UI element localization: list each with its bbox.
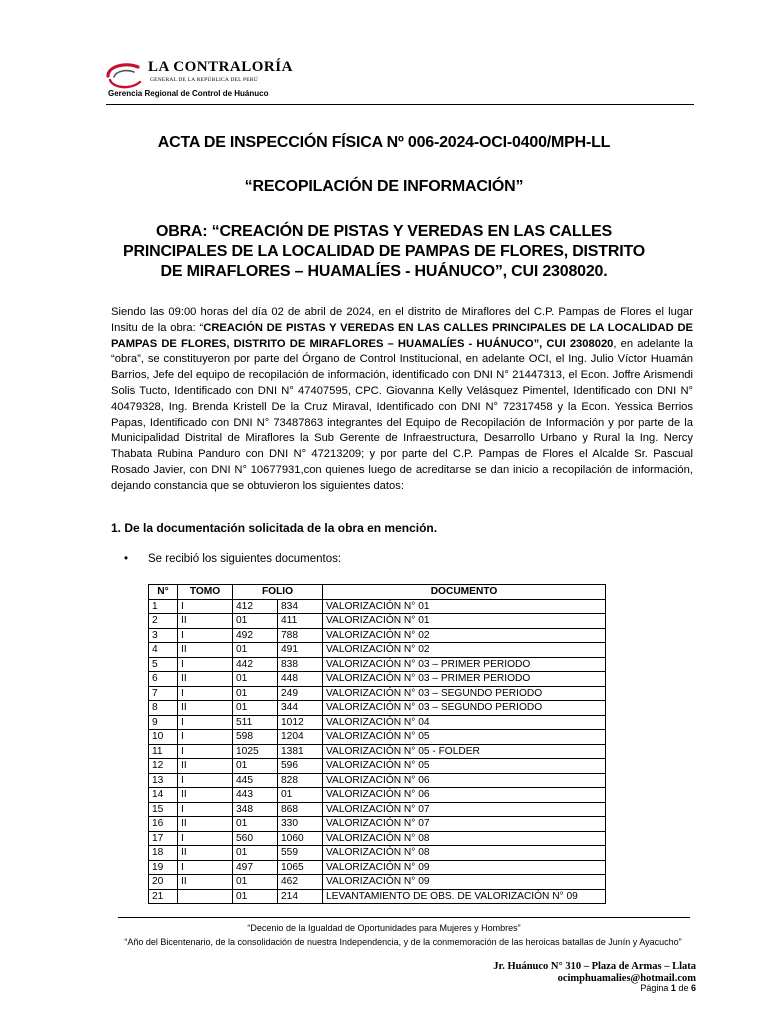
table-row: [149, 788, 606, 803]
table-row: [149, 759, 606, 774]
row-documento: VALORIZACIÓN N° 04: [323, 715, 606, 730]
table-row: [149, 831, 606, 846]
row-number: 21: [149, 889, 178, 904]
row-number: 12: [149, 759, 178, 774]
row-number: 8: [149, 701, 178, 716]
table-row: [149, 744, 606, 759]
row-folio-start: 01: [233, 889, 278, 904]
row-documento: VALORIZACIÓN N° 03 – PRIMER PERIODO: [323, 672, 606, 687]
row-tomo: I: [178, 802, 233, 817]
row-folio-start: 01: [233, 614, 278, 629]
table-row: [149, 860, 606, 875]
row-tomo: [178, 889, 233, 904]
row-tomo: II: [178, 701, 233, 716]
row-documento: VALORIZACIÓN N° 05: [323, 730, 606, 745]
documents-table: [148, 584, 606, 904]
row-folio-start: 01: [233, 817, 278, 832]
row-folio-start: 01: [233, 875, 278, 890]
row-documento: VALORIZACIÓN N° 06: [323, 773, 606, 788]
row-folio-end: 838: [278, 657, 323, 672]
row-folio-start: 348: [233, 802, 278, 817]
table-row: [149, 773, 606, 788]
row-tomo: I: [178, 657, 233, 672]
row-tomo: II: [178, 817, 233, 832]
obra-title: [0, 222, 768, 282]
section-heading: 1. De la documentación solicitada de la obra en mención.: [111, 521, 438, 535]
row-number: 6: [149, 672, 178, 687]
row-folio-end: 01: [278, 788, 323, 803]
table-row: [149, 889, 606, 904]
row-tomo: I: [178, 744, 233, 759]
intro-text-end: , en adelante la “obra”, se constituyeron por parte del Órgano de Control Institucional, en adelante OCI, el Ing. Julio Víctor Huamán Barrios, Jefe del equipo de recopilación de información, identificado con DNI N° 21447313, el Econ. Joffre Arismendi Solis Tucto, Identificado con DNI N° 47407595, CPC. Giovanna Kelly Velásquez Pimentel, Identificado con DNI N° 40479328, Ing. Brenda Kristell De la Cruz Miraval, Identificado con DNI N° 72317458 y la Econ. Yessica Berrios Papas, Identificado con DNI N° 73487863 integrantes del Equipo de Recopilación de Información y por parte de la Municipalidad Distrital de Miraflores la Sub Gerente de Infraestructura, Desarrollo Urbano y Rural la Ing. Nercy Thabata Rubina Panduro con DNI N° 47213209; y por parte del C.P. Pampas de Flores el Alcalde Sr. Pascual Rosado Javier, con DNI N° 10677931,con quienes luego de acreditarse se dan inicio a recopilación de información, dejando constancia que se obtuvieron los siguientes datos:: [111, 337, 693, 492]
row-number: 14: [149, 788, 178, 803]
row-folio-end: 1065: [278, 860, 323, 875]
document-title: ACTA DE INSPECCIÓN FÍSICA Nº 006-2024-OCI-0400/MPH-LL: [157, 134, 611, 151]
row-folio-start: 1025: [233, 744, 278, 759]
table-row: [149, 686, 606, 701]
table-row: [149, 628, 606, 643]
row-folio-start: 01: [233, 643, 278, 658]
row-number: 1: [149, 599, 178, 614]
row-number: 5: [149, 657, 178, 672]
row-folio-end: 462: [278, 875, 323, 890]
footer-email: ocimphuamalies@hotmail.com: [557, 973, 696, 984]
intro-text-bold: CREACIÓN DE PISTAS Y VEREDAS EN LAS CALLES PRINCIPALES DE LA LOCALIDAD DE PAMPAS DE FLORES, DISTRITO DE MIRAFLORES – HUAMALÍES - HUÁNUCO”, CUI 2308020: [111, 321, 693, 350]
row-folio-start: 497: [233, 860, 278, 875]
table-body: [149, 599, 606, 904]
row-folio-start: 01: [233, 701, 278, 716]
row-folio-end: 868: [278, 802, 323, 817]
footer-slogan-2: “Año del Bicentenario, de la consolidación de nuestra Independencia, y de la conmemoración de las heroicas batallas de Junín y Ayacucho”: [124, 937, 682, 947]
contraloria-logo: [104, 58, 304, 92]
row-number: 20: [149, 875, 178, 890]
row-number: 18: [149, 846, 178, 861]
document-subtitle: “RECOPILACIÓN DE INFORMACIÓN”: [244, 178, 524, 195]
header-documento: DOCUMENTO: [323, 585, 606, 600]
table-row: [149, 802, 606, 817]
row-number: 16: [149, 817, 178, 832]
row-folio-end: 596: [278, 759, 323, 774]
row-documento: VALORIZACIÓN N° 01: [323, 614, 606, 629]
row-number: 3: [149, 628, 178, 643]
row-tomo: II: [178, 643, 233, 658]
header-folio: FOLIO: [233, 585, 323, 600]
row-folio-end: 330: [278, 817, 323, 832]
row-documento: VALORIZACIÓN N° 01: [323, 599, 606, 614]
table-row: [149, 817, 606, 832]
row-number: 11: [149, 744, 178, 759]
row-documento: VALORIZACIÓN N° 03 – SEGUNDO PERIODO: [323, 701, 606, 716]
row-folio-start: 412: [233, 599, 278, 614]
row-folio-end: 828: [278, 773, 323, 788]
row-documento: VALORIZACIÓN N° 07: [323, 802, 606, 817]
row-tomo: II: [178, 759, 233, 774]
row-documento: VALORIZACIÓN N° 09: [323, 875, 606, 890]
table-row: [149, 846, 606, 861]
footer-divider: [118, 917, 690, 918]
row-tomo: II: [178, 614, 233, 629]
row-folio-end: 1012: [278, 715, 323, 730]
row-folio-start: 511: [233, 715, 278, 730]
department-name: Gerencia Regional de Control de Huánuco: [108, 89, 269, 98]
row-folio-start: 445: [233, 773, 278, 788]
row-folio-start: 01: [233, 759, 278, 774]
row-documento: VALORIZACIÓN N° 09: [323, 860, 606, 875]
table-row: [149, 715, 606, 730]
row-number: 15: [149, 802, 178, 817]
row-documento: VALORIZACIÓN N° 02: [323, 643, 606, 658]
row-documento: VALORIZACIÓN N° 05 - FOLDER: [323, 744, 606, 759]
footer-slogan-1: “Decenio de la Igualdad de Oportunidades para Mujeres y Hombres”: [247, 923, 521, 933]
row-documento: LEVANTAMIENTO DE OBS. DE VALORIZACIÓN N° 09: [323, 889, 606, 904]
row-folio-start: 01: [233, 846, 278, 861]
row-folio-end: 249: [278, 686, 323, 701]
table-row: [149, 614, 606, 629]
row-folio-start: 442: [233, 657, 278, 672]
row-folio-end: 1204: [278, 730, 323, 745]
row-folio-start: 492: [233, 628, 278, 643]
contraloria-emblem-icon: [104, 60, 146, 90]
table-row: [149, 599, 606, 614]
bullet-item: [124, 553, 341, 565]
row-folio-end: 214: [278, 889, 323, 904]
row-folio-start: 598: [233, 730, 278, 745]
row-number: 4: [149, 643, 178, 658]
org-name: LA CONTRALORÍA: [148, 59, 293, 75]
row-folio-start: 01: [233, 672, 278, 687]
header-num: N°: [149, 585, 178, 600]
row-tomo: II: [178, 875, 233, 890]
row-folio-end: 491: [278, 643, 323, 658]
row-documento: VALORIZACIÓN N° 02: [323, 628, 606, 643]
row-documento: VALORIZACIÓN N° 08: [323, 846, 606, 861]
row-number: 13: [149, 773, 178, 788]
intro-paragraph: [111, 305, 693, 495]
table-row: [149, 643, 606, 658]
row-documento: VALORIZACIÓN N° 03 – SEGUNDO PERIODO: [323, 686, 606, 701]
table-row: [149, 672, 606, 687]
row-folio-end: 559: [278, 846, 323, 861]
row-tomo: I: [178, 599, 233, 614]
row-number: 2: [149, 614, 178, 629]
row-tomo: I: [178, 715, 233, 730]
org-subtitle: GENERAL DE LA REPÚBLICA DEL PERÚ: [150, 77, 258, 83]
page-of: de: [678, 983, 689, 993]
row-tomo: I: [178, 831, 233, 846]
header-tomo: TOMO: [178, 585, 233, 600]
page-total: 6: [690, 983, 696, 993]
row-documento: VALORIZACIÓN N° 08: [323, 831, 606, 846]
row-folio-end: 411: [278, 614, 323, 629]
table-row: [149, 875, 606, 890]
bullet-text: Se recibió los siguientes documentos:: [148, 553, 342, 565]
table-row: [149, 657, 606, 672]
row-folio-end: 448: [278, 672, 323, 687]
row-tomo: II: [178, 846, 233, 861]
row-folio-end: 834: [278, 599, 323, 614]
row-number: 19: [149, 860, 178, 875]
intro-text-start: Siendo las 09:00 horas del día 02 de abril de 2024, en el distrito de Miraflores del C.P. Pampas de Flores el lugar Insitu de la obra: “: [111, 306, 693, 334]
row-documento: VALORIZACIÓN N° 03 – PRIMER PERIODO: [323, 657, 606, 672]
row-number: 17: [149, 831, 178, 846]
table-header-row: [149, 585, 606, 600]
page-label: Página: [640, 983, 669, 993]
row-folio-start: 443: [233, 788, 278, 803]
header-divider: [106, 104, 694, 105]
row-number: 9: [149, 715, 178, 730]
row-tomo: I: [178, 730, 233, 745]
row-folio-end: 1060: [278, 831, 323, 846]
row-tomo: II: [178, 672, 233, 687]
row-number: 10: [149, 730, 178, 745]
row-folio-end: 788: [278, 628, 323, 643]
row-documento: VALORIZACIÓN N° 07: [323, 817, 606, 832]
row-tomo: I: [178, 628, 233, 643]
row-documento: VALORIZACIÓN N° 06: [323, 788, 606, 803]
row-tomo: I: [178, 686, 233, 701]
row-number: 7: [149, 686, 178, 701]
page-number: [640, 983, 696, 993]
row-folio-start: 01: [233, 686, 278, 701]
obra-title-text: OBRA: “CREACIÓN DE PISTAS Y VEREDAS EN LAS CALLES PRINCIPALES DE LA LOCALIDAD DE PAMPAS DE FLORES, DISTRITO DE MIRAFLORES – HUAMALÍES - HUÁNUCO”, CUI 2308020.: [123, 223, 645, 280]
row-tomo: I: [178, 860, 233, 875]
table-row: [149, 730, 606, 745]
row-documento: VALORIZACIÓN N° 05: [323, 759, 606, 774]
row-folio-start: 560: [233, 831, 278, 846]
row-tomo: II: [178, 788, 233, 803]
table-row: [149, 701, 606, 716]
row-folio-end: 1381: [278, 744, 323, 759]
page-current: 1: [670, 983, 676, 993]
bullet-dot-icon: •: [124, 553, 129, 565]
footer-address: Jr. Huánuco N° 310 – Plaza de Armas – Llata: [493, 961, 696, 972]
row-folio-end: 344: [278, 701, 323, 716]
row-tomo: I: [178, 773, 233, 788]
footer-contact: [493, 961, 696, 985]
